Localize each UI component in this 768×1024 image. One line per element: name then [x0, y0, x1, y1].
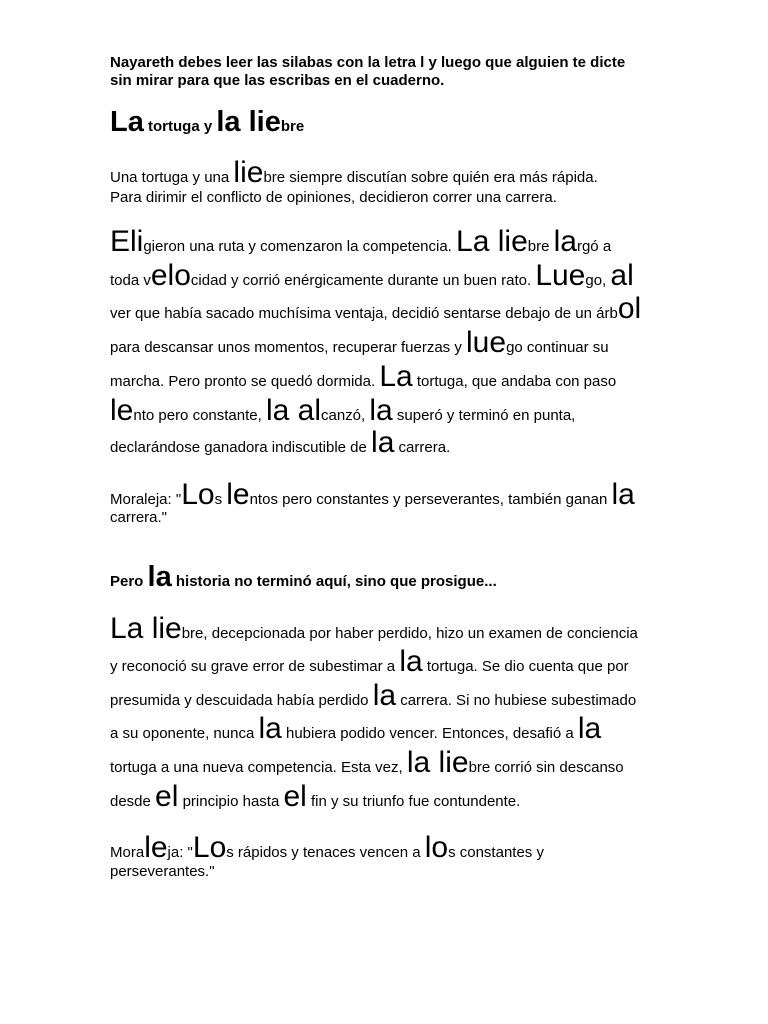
syllable-l: la: [577, 712, 602, 745]
text-run: perseverantes.": [110, 863, 215, 880]
text-run: historia no terminó aquí, sino que prosigue...: [171, 573, 497, 590]
text-run: superó y terminó en punta,: [392, 407, 576, 424]
text-run: declarándose ganadora indiscutible de: [110, 439, 372, 456]
syllable-l: elo: [150, 259, 191, 292]
text-run: marcha. Pero pronto se quedó dormida.: [110, 373, 380, 390]
moraleja-line: [110, 833, 544, 863]
text-run: tortuga a una nueva competencia. Esta vez,: [110, 759, 407, 776]
story-line: [110, 158, 598, 188]
text-run: desde: [110, 793, 156, 810]
text-run: fin y su triunfo fue contundente.: [306, 793, 521, 810]
story-line: [110, 782, 520, 812]
syllable-l: la: [258, 712, 282, 745]
text-run: Una tortuga y una: [110, 169, 234, 186]
story-line: [110, 714, 601, 744]
text-run: carrera. Si no hubiese subestimado: [396, 692, 637, 709]
text-run: bre, decepcionada por haber perdido, hizo un examen de conciencia: [181, 625, 638, 642]
text-run: bre siempre discutían sobre quién era más rápida.: [263, 169, 598, 186]
text-run: nto pero constante,: [133, 407, 266, 424]
syllable-l: La: [379, 360, 413, 393]
story-title: [110, 108, 304, 137]
text-run: go continuar su: [506, 339, 609, 356]
text-run: rgó a: [576, 238, 612, 255]
syllable-l: el: [283, 780, 307, 813]
text-run: bre corrió sin descanso: [468, 759, 624, 776]
syllable-l: lue: [466, 326, 507, 359]
story-line: [110, 647, 629, 677]
title-text: tortuga y: [143, 118, 217, 135]
text-run: ntos pero constantes y perseverantes, también ganan: [249, 491, 612, 508]
syllable-l: Lue: [535, 259, 586, 292]
text-run: tortuga, que andaba con paso: [412, 373, 617, 390]
story-line: [110, 261, 634, 291]
story-line: [110, 362, 616, 392]
text-run: a su oponente, nunca: [110, 725, 259, 742]
syllable-l: la lie: [406, 746, 469, 779]
syllable-l: la: [553, 225, 577, 258]
title-syllable: la lie: [216, 106, 281, 138]
text-run: toda v: [110, 272, 151, 289]
story-line: [110, 294, 641, 324]
text-run: go,: [585, 272, 611, 289]
section-heading: [110, 563, 497, 592]
syllable-l: la: [147, 561, 172, 593]
text-run: presumida y descuidada había perdido: [110, 692, 373, 709]
story-line: [110, 748, 624, 778]
text-run: cidad y corrió enérgicamente durante un buen rato.: [190, 272, 536, 289]
instruction-line-2: sin mirar para que las escribas en el cuaderno.: [110, 72, 445, 89]
text-run: carrera.": [110, 509, 168, 526]
text-run: Moraleja: ": [110, 491, 182, 508]
story-line: [110, 681, 636, 711]
text-run: principio hasta: [178, 793, 284, 810]
story-line: [110, 190, 557, 206]
story-line: [110, 328, 609, 358]
text-run: ver que había sacado muchísima ventaja, decidió sentarse debajo de un árb: [110, 305, 618, 322]
story-line: [110, 227, 611, 257]
syllable-l: Lo: [181, 478, 215, 511]
syllable-l: La lie: [110, 612, 182, 645]
syllable-l: La lie: [456, 225, 528, 258]
text-run: hubiera podido vencer. Entonces, desafió a: [281, 725, 578, 742]
syllable-l: la: [399, 645, 423, 678]
text-run: Pero: [110, 573, 148, 590]
story-line: [110, 614, 638, 644]
text-run: carrera.: [394, 439, 451, 456]
text-run: Para dirimir el conflicto de opiniones, decidieron correr una carrera.: [110, 189, 557, 206]
title-text: bre: [280, 118, 305, 135]
text-run: gieron una ruta y comenzaron la competencia.: [143, 238, 457, 255]
syllable-l: le: [144, 831, 168, 864]
text-run: ja: ": [167, 844, 193, 861]
text-run: s: [214, 491, 227, 508]
syllable-l: ol: [617, 292, 642, 325]
text-run: y reconoció su grave error de subestimar a: [110, 658, 400, 675]
moraleja-line: [110, 480, 635, 510]
syllable-l: la: [611, 478, 635, 511]
text-run: s rápidos y tenaces vencen a: [226, 844, 425, 861]
story-line: [110, 428, 450, 458]
syllable-l: le: [226, 478, 250, 511]
story-line: [110, 396, 575, 426]
syllable-l: la: [372, 679, 397, 712]
text-run: Mora: [110, 844, 145, 861]
text-run: para descansar unos momentos, recuperar fuerzas y: [110, 339, 467, 356]
text-run: canzó,: [321, 407, 370, 424]
text-run: tortuga. Se dio cuenta que por: [422, 658, 629, 675]
text-run: bre: [527, 238, 554, 255]
moraleja-line: [110, 510, 167, 526]
syllable-l: al: [610, 259, 634, 292]
syllable-l: lo: [424, 831, 449, 864]
text-run: s constantes y: [448, 844, 544, 861]
moraleja-line: [110, 864, 215, 880]
syllable-l: Eli: [110, 225, 144, 258]
syllable-l: la: [369, 394, 393, 427]
title-syllable: La: [110, 106, 144, 138]
syllable-l: Lo: [192, 831, 227, 864]
instruction-line-1: Nayareth debes leer las silabas con la letra l y luego que alguien te dicte: [110, 54, 626, 71]
syllable-l: la: [371, 426, 395, 459]
syllable-l: lie: [233, 156, 264, 189]
syllable-l: le: [110, 394, 134, 427]
syllable-l: el: [155, 780, 179, 813]
syllable-l: la al: [265, 394, 321, 427]
